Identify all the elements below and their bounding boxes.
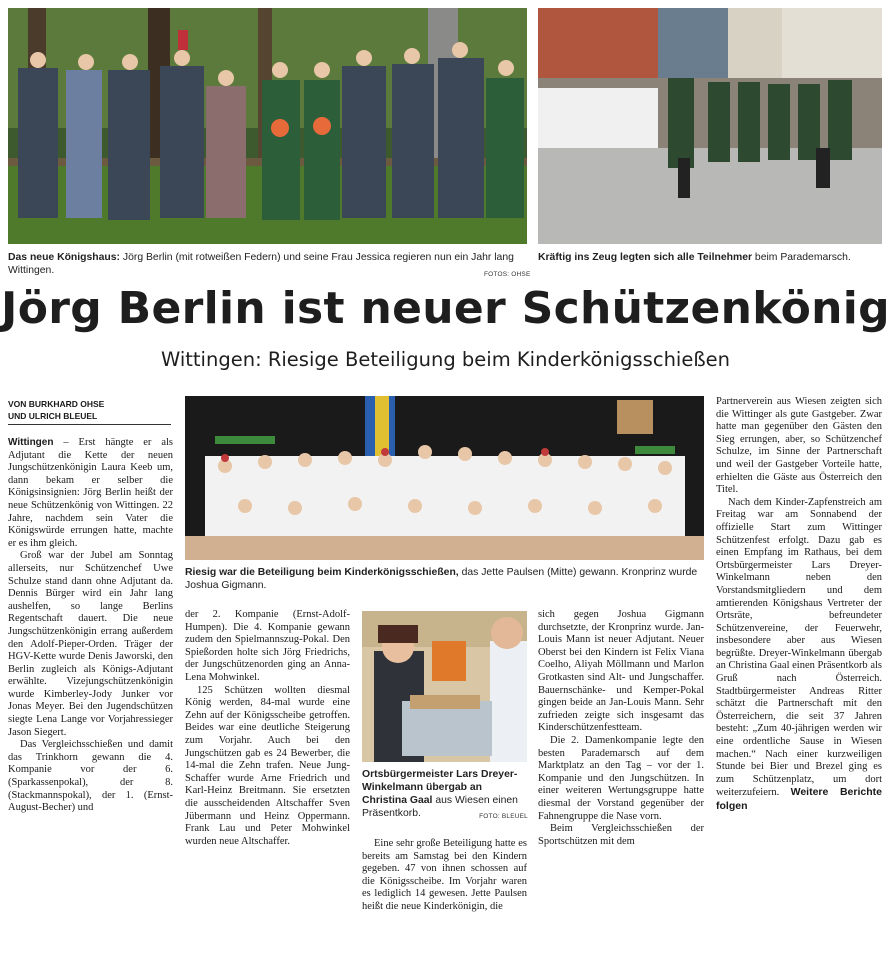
paragraph: Groß war der Jubel am Sonntag allerseits, nur Schützenchef Uwe Schulze stand dann ohne Adjutant da. Dennis Bürger wird ein Jahr lang aushelfen, so lange Berlins Regentschaft dauert. Die neue Jungschützenkönigin errang außerdem den Adolf-Pieper-Orden. Träger der HGV-Kette wurde Denis Jaworski, den Berlin zugleich als Königs-Adjutant erwählte. Vizejungschützenkönigin wurde Kimberley-Jody Junker vor Jonas Meyer. Bei den Jugendschützen siegte Lena Lange vor Vorjahressieger Jason Siegert. <box>8 550 173 738</box>
paragraph-text: – Erst hängte er als Adjutant die Kette der neuen Jungschützenkönigin Laura Keeb um, dann bekam er selber die Königsinsignien: Jörg Berlin heißt der neue Schützenkönig von Wittingen. 22 Jahre, nachdem sein Vater die Königswürde errungen hatte, machte er es ihm gleich. <box>8 437 173 549</box>
photo-credit: FOTO: BLEUEL <box>479 813 528 820</box>
paragraph <box>8 437 173 550</box>
article-column-1 <box>8 437 173 815</box>
photo-credit: FOTOS: OHSE <box>484 271 531 278</box>
paragraph: der 2. Kompanie (Ernst-Adolf-Humpen). Die 4. Kompanie gewann zudem den Spielmannszug-Pokal. Den Spießorden holte sich Jörg Friedrichs, der Jungschützenorden ging an Anna-Lena Mohwinkel. <box>185 609 350 683</box>
parade-march-photo <box>538 8 882 244</box>
article-column-5 <box>716 396 882 814</box>
subheadline: Wittingen: Riesige Beteiligung beim Kinderkönigsschießen <box>161 348 730 371</box>
caption-bold: Riesig war die Beteiligung beim Kinderkönigsschießen, <box>185 567 459 578</box>
top-right-caption <box>538 251 882 264</box>
byline <box>8 398 171 425</box>
present-basket-photo <box>362 611 527 762</box>
paragraph: Partnerverein aus Wiesen zeigten sich die Wittinger als gute Gastgeber. Zwar hatte man gegenüber den Gästen den Sieg errungen, aber, so Schützenchef Schulze, im Sinne der Partnerschaft und weil der Gastgeber Vorteile hatte, erhielten die Gäste aus Österreich den Titel. <box>716 396 882 496</box>
koenigshaus-group-photo <box>8 8 527 244</box>
paragraph-text: Nach dem Kinder-Zapfenstreich am Freitag war am Sonnabend der offizielle Start zum Wittinger Schützenfest erfolgt. Dazu gab es einen Empfang im Rathaus, bei dem Ortsbürgermeister Lars Dreyer-Winkelmann neben den Vorstandsmitgliedern und dem amtierenden Königshaus Vertreter der Ortsräte, befreundeter Schützenvereine, der Feuerwehr, insbesondere aber aus Wiesen begrüßte. Dreyer-Winkelmann übergab an Christina Gaal einen Präsentkorb als Gruß nach Österreich. Stadtbürgermeister Andreas Ritter schätzt die Partnerschaft mit den Österreichern, die seit 37 Jahren besteht: „Zum 40-jährigen werden wir eine ordentliche Sause in Wiesen machen.“ Nach einer kurzweiligen Stunde bei Bier und Brezel ging es zum Schützenplatz, um dort weiterzufeiern. <box>716 496 882 799</box>
paragraph: Das Vergleichsschießen und damit das Trinkhorn gewann die 4. Kompanie vor der 6. (Sparkassenpokal), der 8. (Stackmannspokal), der 1. (Ernst-August-Becher) und <box>8 739 173 814</box>
top-left-caption <box>8 251 528 277</box>
paragraph: Die 2. Damenkompanie legte den besten Parademarsch auf dem Marktplatz an den Tag – vor der 1. Kompanie und den Jungschützen. In einer weiteren Wertungsgruppe hatte diesmal der Vorstand gegenüber der Fahnengruppe die Nase vorn. <box>538 734 704 822</box>
dateline: Wittingen <box>8 437 54 448</box>
byline-line-1: VON BURKHARD OHSE <box>8 399 105 409</box>
byline-line-2: UND ULRICH BLEUEL <box>8 411 98 421</box>
caption-text: das Jette Paulsen (Mitte) gewann. Kronprinz wurde Joshua Gigmann. <box>185 567 698 591</box>
headline: Jörg Berlin ist neuer Schützenkönig <box>1 283 890 334</box>
caption-text: beim Parademarsch. <box>752 252 851 263</box>
paragraph: sich gegen Joshua Gigmann durchsetzte, der Kronprinz wurde. Jan-Louis Mann ist neuer Adjutant. Neuer Oberst bei den Kindern ist Felix Viana Coelho, Aliyah Möllmann und Marlon Grotkasten sind Alt- und Jungschaffer. Bauernschänke- und Kemper-Pokal gingen beide an Jan-Louis Mann. Sehr zufrieden zeigte sich insgesamt das Kinderschützenfestteam. <box>538 609 704 734</box>
paragraph: Eine sehr große Beteiligung hatte es bereits am Samstag bei den Kindern gegeben. 47 von ihnen schossen auf die Königsscheibe. Im Vorjahr waren es lediglich 14 gewesen. Jette Paulsen heißt die neue Kinderkönigin, die <box>362 838 527 912</box>
small-photo-caption <box>362 768 528 823</box>
caption-text: Jörg Berlin (mit rotweißen Federn) und seine Frau Jessica regieren nun ein Jahr lang Wittingen. <box>8 252 514 276</box>
caption-text: aus Wiesen einen Präsentkorb. <box>362 795 518 819</box>
children-king-shooting-photo <box>185 396 704 560</box>
paragraph <box>716 497 882 814</box>
caption-bold: Das neue Königshaus: <box>8 252 121 263</box>
caption-bold: Ortsbürgermeister Lars Dreyer-Winkelmann übergab an Christina Gaal <box>362 769 518 806</box>
article-column-3 <box>362 838 527 914</box>
caption-bold: Kräftig ins Zeug legten sich alle Teilnehmer <box>538 252 753 263</box>
paragraph: 125 Schützen wollten diesmal König werden, 84-mal wurde eine Zehn auf der Königsscheibe getroffen. Beides war eine deutliche Steigerung zum Vorjahr. Auch bei den Jungschützen gab es 24 Bewerber, die 14-mal die Zehn trafen. Neue Jung-Schaffer wurde Arne Friedrich und Karl-Heinz Breitmann. Sie ersetzten die ausscheidenden Altschaffer Sven Jübermann und Heinz Oppermann. Frank Lau und Peter Mohwinkel wurden neue Altschaffer. <box>185 684 350 847</box>
middle-caption <box>185 566 705 592</box>
article-column-4 <box>538 609 704 848</box>
more-reports-link[interactable]: Weitere Berichte folgen <box>716 786 882 812</box>
paragraph: Beim Vergleichsschießen der Sportschützen mit dem <box>538 823 704 847</box>
article-column-2 <box>185 609 350 848</box>
